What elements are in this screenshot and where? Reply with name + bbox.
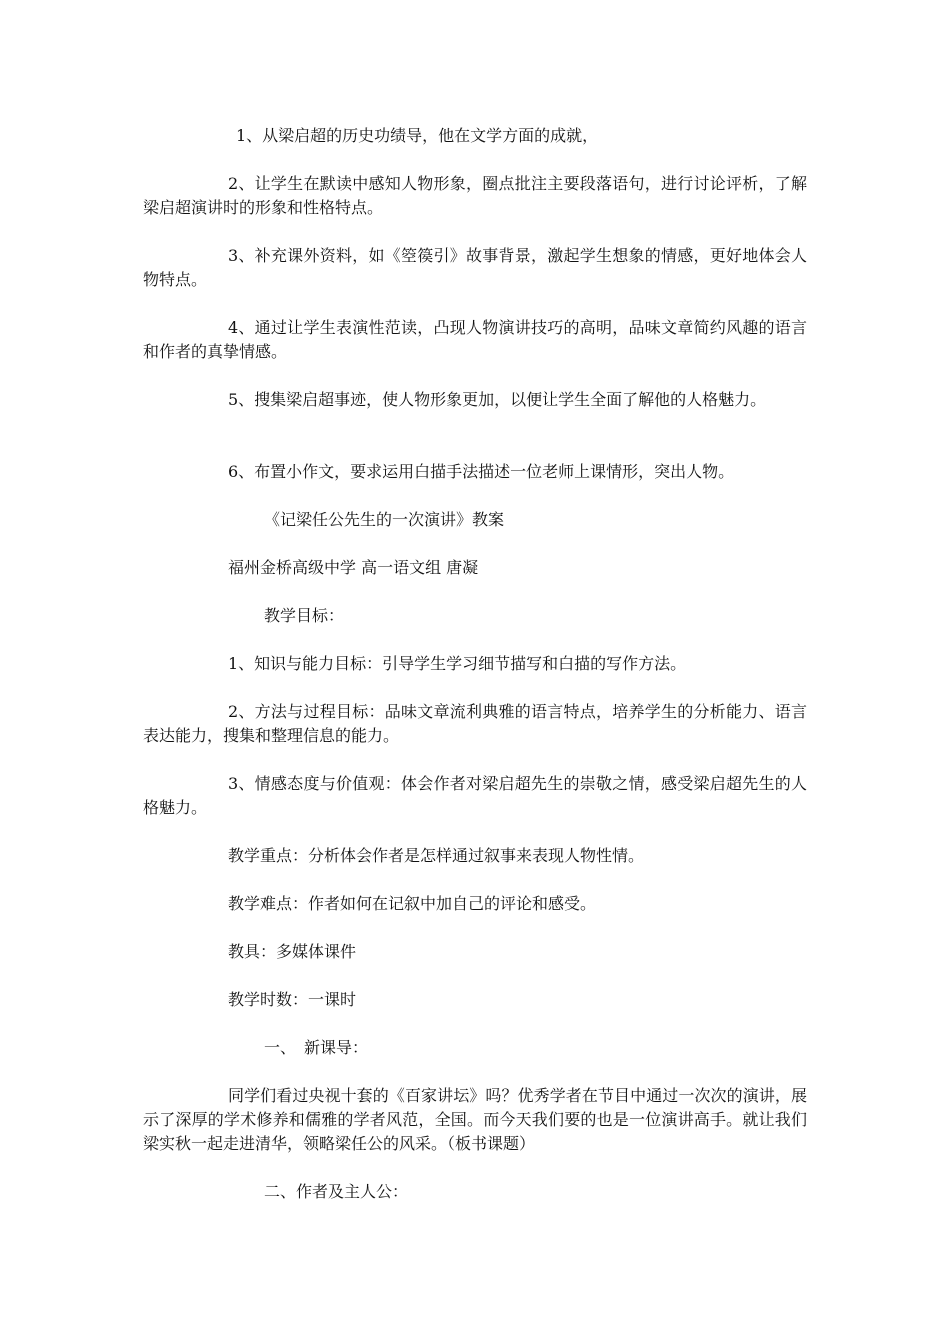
teaching-difficulty: 教学难点：作者如何在记叙中加自己的评论和感受。 xyxy=(228,894,597,913)
goal-item-2: 2、方法与过程目标：品味文章流利典雅的语言特点，培养学生的分析能力、语言表达能力，搜集和整理信息的能力。 xyxy=(143,702,807,745)
objective-item-2: 2、让学生在默读中感知人物形象，圈点批注主要段落语句，进行讨论评析，了解梁启超演讲时的形象和性格特点。 xyxy=(143,174,807,217)
section-heading-author: 二、作者及主人公： xyxy=(264,1182,409,1201)
teaching-hours: 教学时数：一课时 xyxy=(228,990,357,1009)
author-line: 福州金桥高级中学 高一语文组 唐凝 xyxy=(228,558,479,577)
objective-item-3: 3、补充课外资料，如《箜篌引》故事背景，激起学生想象的情感，更好地体会人物特点。 xyxy=(143,246,807,289)
goal-item-3: 3、情感态度与价值观：体会作者对梁启超先生的崇敬之情，感受梁启超先生的人格魅力。 xyxy=(143,774,807,817)
section-heading-goals: 教学目标： xyxy=(264,606,345,625)
intro-paragraph: 同学们看过央视十套的《百家讲坛》吗？优秀学者在节目中通过一次次的演讲，展示了深厚的学术修养和儒雅的学者风范，全国。而今天我们要的也是一位演讲高手。就让我们梁实秋一起走进清华，领略梁任公的风采。（板书课题） xyxy=(143,1086,807,1153)
document-title: 《记梁任公先生的一次演讲》教案 xyxy=(264,510,505,529)
objective-item-6: 6、布置小作文，要求运用白描手法描述一位老师上课情形，突出人物。 xyxy=(228,462,735,481)
objective-item-5: 5、搜集梁启超事迹，使人物形象更加，以便让学生全面了解他的人格魅力。 xyxy=(228,390,767,409)
teaching-aids: 教具：多媒体课件 xyxy=(228,942,357,961)
section-heading-intro: 一、 新课导： xyxy=(264,1038,369,1057)
goal-item-1: 1、知识与能力目标：引导学生学习细节描写和白描的写作方法。 xyxy=(228,654,687,673)
objective-item-1: 1、从梁启超的历史功绩导，他在文学方面的成就， xyxy=(236,126,599,145)
teaching-focus: 教学重点：分析体会作者是怎样通过叙事来表现人物性情。 xyxy=(228,846,645,865)
objective-item-4: 4、通过让学生表演性范读，凸现人物演讲技巧的高明，品味文章简约风趣的语言和作者的真挚情感。 xyxy=(143,318,807,361)
